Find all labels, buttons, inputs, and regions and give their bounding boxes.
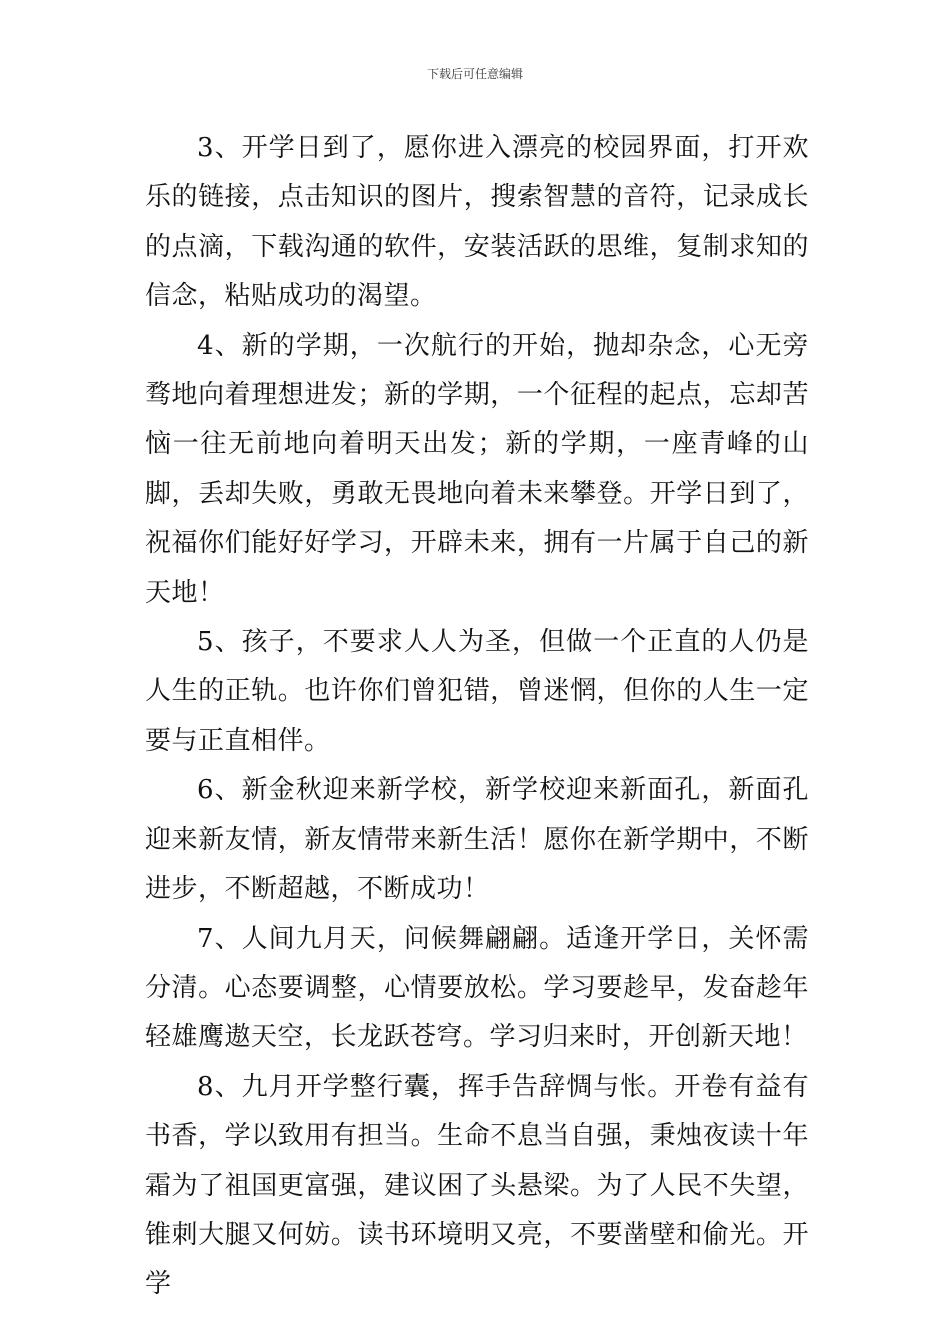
paragraph-7: 7、人间九月天，问候舞翩翩。适逢开学日，关怀需分清。心态要调整，心情要放松。学习要趁早，发奋趁年轻雄鹰遨天空，长龙跃苍穹。学习归来时，开创新天地！ [145,923,809,1053]
paragraph-4: 4、新的学期，一次航行的开始，抛却杂念，心无旁骛地向着理想进发；新的学期，一个征程的起点，忘却苦恼一往无前地向着明天出发；新的学期，一座青峰的山脚，丢却失败，勇敢无畏地向着未来攀登。开学日到了，祝福你们能好好学习，开辟未来，拥有一片属于自己的新天地！ [145,330,809,608]
paragraph-6: 6、新金秋迎来新学校，新学校迎来新面孔，新面孔迎来新友情，新友情带来新生活！愿你在新学期中，不断进步，不断超越，不断成功！ [145,775,809,905]
paragraph-5: 5、孩子，不要求人人为圣，但做一个正直的人仍是人生的正轨。也许你们曾犯错，曾迷惘，但你的人生一定要与正直相伴。 [145,627,809,756]
page-header: 下载后可任意编辑 [426,67,523,81]
paragraph-3: 3、开学日到了，愿你进入漂亮的校园界面，打开欢乐的链接，点击知识的图片，搜索智慧的音符，记录成长的点滴，下载沟通的软件，安装活跃的思维，复制求知的信念，粘贴成功的渴望。 [145,133,809,312]
document-body [145,124,809,1310]
paragraph-8: 8、九月开学整行囊，挥手告辞惆与怅。开卷有益有书香，学以致用有担当。生命不息当自强，秉烛夜读十年霜为了祖国更富强，建议困了头悬梁。为了人民不失望，锥刺大腿又何妨。读书环境明又亮，不要凿壁和偷光。开学 [145,1071,809,1300]
